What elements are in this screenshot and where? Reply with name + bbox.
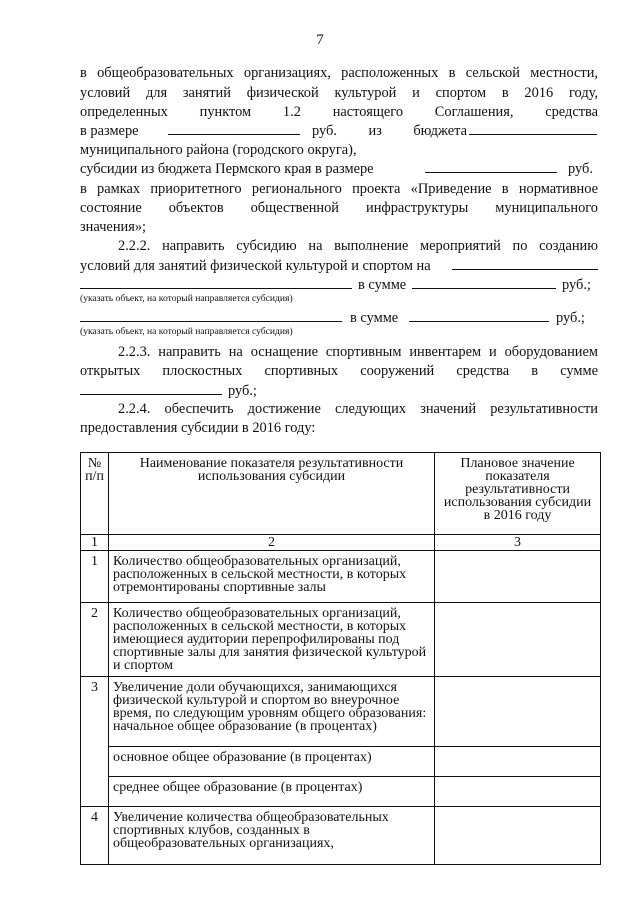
indicator-name: Количество общеобразовательных организаций, расположенных в сельской местности, в которых отремонтированы спортивные залы: [109, 551, 435, 603]
in-sum-label: в сумме: [358, 277, 407, 293]
sum-blank[interactable]: [80, 394, 222, 395]
subsidy-amount-blank[interactable]: [425, 172, 557, 173]
sum-blank[interactable]: [412, 288, 556, 289]
object-blank[interactable]: [452, 269, 598, 270]
row-number: 2: [81, 603, 109, 677]
indicator-name: Увеличение количества общеобразовательных спортивных клубов, созданных в общеобразовательных организациях,: [109, 807, 435, 865]
table-row: [81, 807, 601, 865]
rub-label: руб.;: [562, 277, 591, 293]
sub-indicator: начальное общее образование (в процентах): [113, 719, 377, 734]
plan-value-cell[interactable]: [435, 551, 601, 603]
sub-indicator: основное общее образование (в процентах): [109, 747, 435, 777]
plan-value-cell[interactable]: [435, 807, 601, 865]
text-line: открытых плоскостных спортивных сооружений средства в сумме: [80, 363, 598, 379]
row-number: 1: [81, 551, 109, 603]
clause-2-2-4: 2.2.4. обеспечить достижение следующих значений результативности: [118, 401, 598, 417]
text-line: в общеобразовательных организациях, расположенных в сельской местности,: [80, 65, 598, 81]
text-line: в рамках приоритетного регионального проекта «Приведение в нормативное: [80, 181, 598, 197]
text-line: руб.: [568, 161, 593, 177]
text-line: муниципального района (городского округа),: [80, 142, 357, 158]
table-row: [81, 747, 601, 777]
column-number: 2: [109, 535, 435, 551]
results-table: [80, 452, 601, 865]
in-sum-label: в сумме: [350, 310, 399, 326]
table-row: [81, 677, 601, 747]
sub-indicator: среднее общее образование (в процентах): [109, 777, 435, 807]
text-line: определенных пунктом 1.2 настоящего Соглашения, средства: [80, 104, 598, 120]
plan-value-cell[interactable]: [435, 777, 601, 807]
text-line: значения»;: [80, 219, 147, 235]
object-note: (указать объект, на который направляется субсидия): [80, 326, 293, 337]
row-number: 3: [81, 677, 109, 807]
text-line: условий для занятий физической культурой и спортом на: [80, 258, 431, 274]
budget-blank[interactable]: [469, 134, 597, 135]
text-line: субсидии из бюджета Пермского края в размере: [80, 161, 374, 177]
rub-label: руб.;: [228, 383, 257, 399]
plan-value-cell[interactable]: [435, 677, 601, 747]
plan-value-cell[interactable]: [435, 747, 601, 777]
header-indicator: Наименование показателя результативности использования субсидии: [109, 453, 435, 535]
table-row: [81, 551, 601, 603]
indicator-name: [109, 677, 435, 747]
object-name-blank[interactable]: [80, 321, 342, 322]
header-num: № п/п: [81, 453, 109, 535]
sum-blank[interactable]: [409, 321, 549, 322]
rub-label: руб.;: [556, 310, 585, 326]
table-row: [81, 777, 601, 807]
page-number: 7: [316, 32, 324, 48]
column-number-row: [81, 535, 601, 551]
row-number: 4: [81, 807, 109, 865]
plan-value-cell[interactable]: [435, 603, 601, 677]
text-line: предоставления субсидии в 2016 году:: [80, 420, 316, 436]
object-note: (указать объект, на который направляется субсидия): [80, 293, 293, 304]
indicator-name: Количество общеобразовательных организаций, расположенных в сельской местности, в которых имеющиеся аудитории перепрофилированы под спортивные залы для занятия физической культурой и спортом: [109, 603, 435, 677]
text-line: руб. из бюджета: [312, 123, 467, 139]
text-line: в размере: [80, 123, 139, 139]
text-line: состояние объектов общественной инфраструктуры муниципального: [80, 200, 598, 216]
object-name-blank[interactable]: [80, 288, 352, 289]
clause-2-2-3: 2.2.3. направить на оснащение спортивным инвентарем и оборудованием: [118, 344, 598, 360]
clause-2-2-2: 2.2.2. направить субсидию на выполнение мероприятий по созданию: [118, 238, 598, 254]
indicator-text: Увеличение доли обучающихся, занимающихся физической культурой и спортом во внеурочное время, по следующим уровням общего образования:: [113, 680, 427, 721]
amount-blank[interactable]: [168, 134, 300, 135]
column-number: 3: [435, 535, 601, 551]
column-number: 1: [81, 535, 109, 551]
table-header-row: [81, 453, 601, 535]
header-plan-value: Плановое значение показателя результативности использования субсидии в 2016 году: [435, 453, 601, 535]
table-row: [81, 603, 601, 677]
text-line: условий для занятий физической культурой и спортом в 2016 году,: [80, 85, 598, 101]
